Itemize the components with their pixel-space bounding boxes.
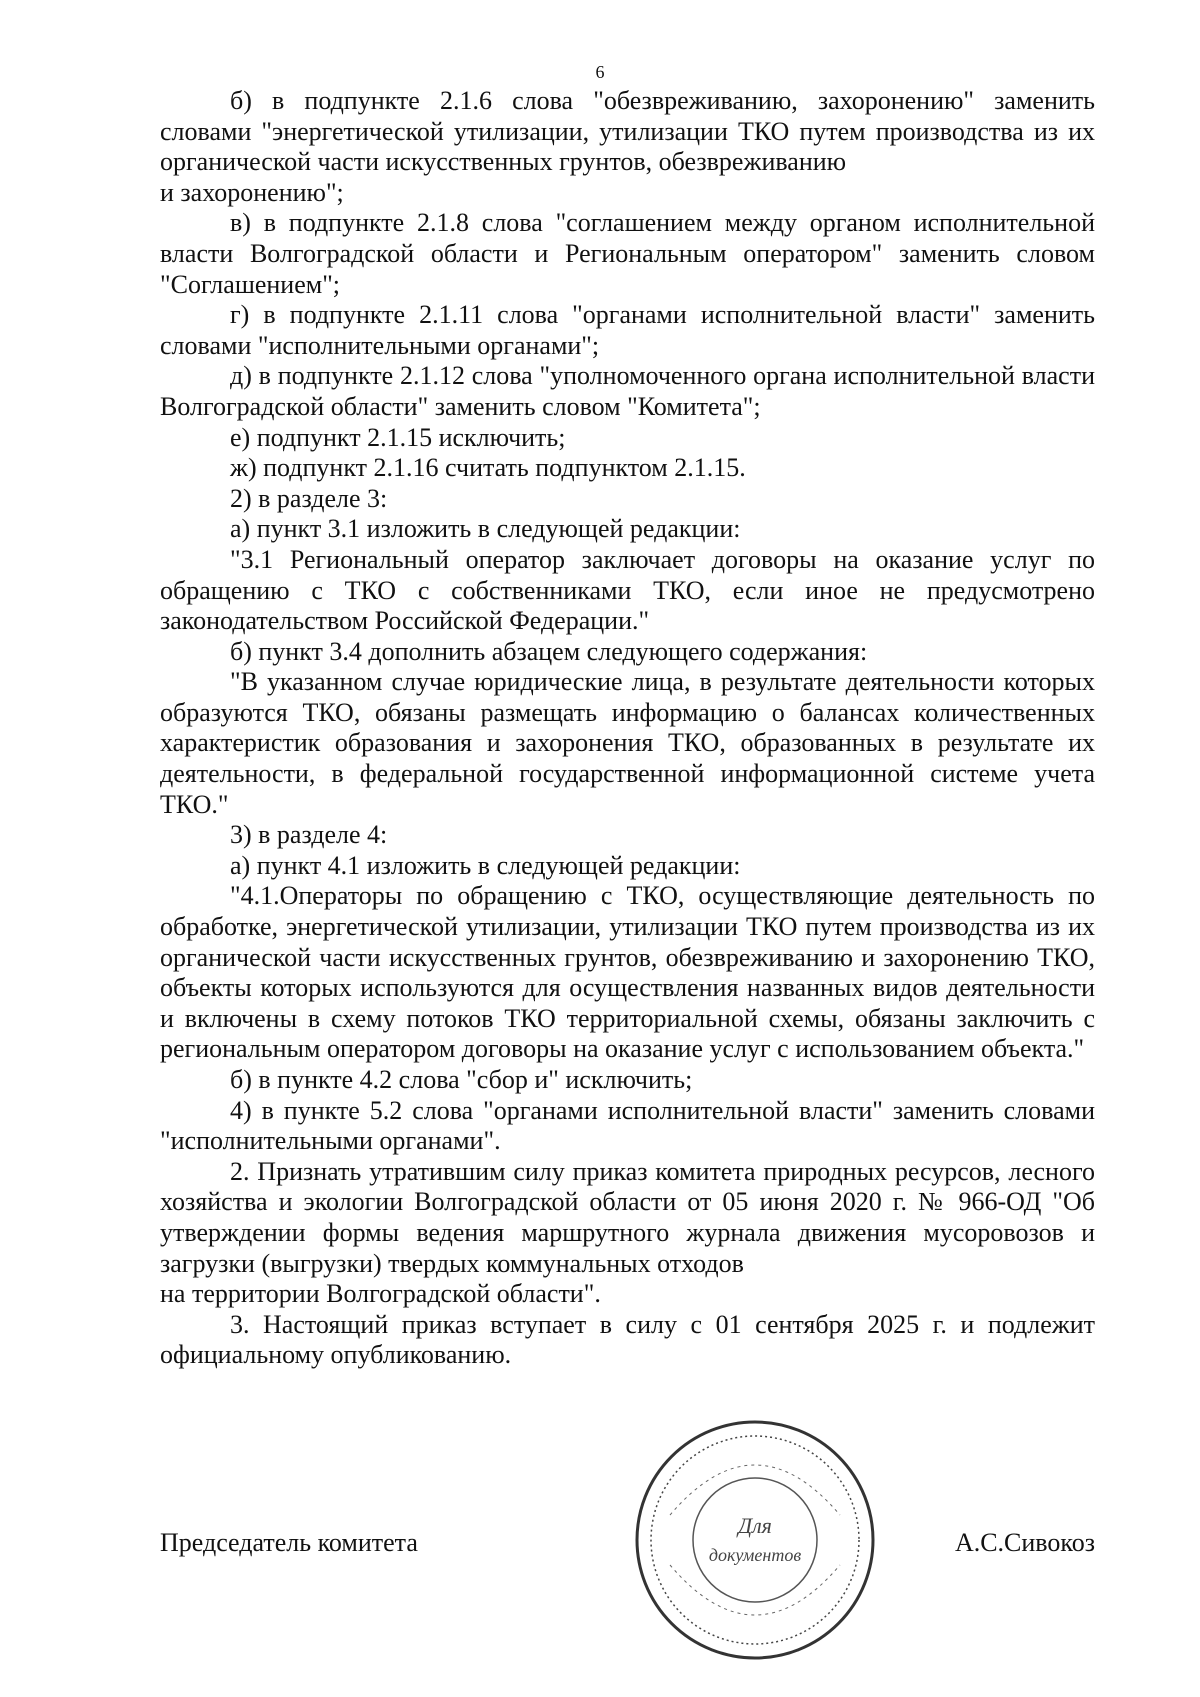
document-body bbox=[160, 86, 1095, 1371]
paragraph: 2) в разделе 3: bbox=[230, 483, 388, 513]
paragraph: "3.1 Региональный оператор заключает договоры на оказание услуг по обращению с ТКО с собственниками ТКО, если иное не предусмотрено законодательством Российской Федерации." bbox=[160, 544, 1095, 636]
paragraph: б) пункт 3.4 дополнить абзацем следующего содержания: bbox=[230, 636, 868, 666]
page-number: 6 bbox=[595, 62, 605, 82]
paragraph: "4.1.Операторы по обращению с ТКО, осуществляющие деятельность по обработке, энергетической утилизации, утилизации ТКО путем производства из их органической части искусственных грунтов, обезвреживанию и захоронению ТКО, объекты которых используются для осуществления названных видов деятельности и включены в схему потоков ТКО территориальной схемы, обязаны заключить с региональным оператором договоры на оказание услуг с использованием объекта." bbox=[160, 881, 1095, 1064]
paragraph: а) пункт 4.1 изложить в следующей редакции: bbox=[230, 850, 741, 880]
paragraph: 3. Настоящий приказ вступает в силу с 01 сентября 2025 г. и подлежит официальному опубликованию. bbox=[160, 1309, 1095, 1370]
paragraph: "В указанном случае юридические лица, в результате деятельности которых образуются ТКО, обязаны размещать информацию о балансах количественных характеристик образования и захоронения ТКО, образованных в результате их деятельности, в федеральной государственной информационной системе учета ТКО." bbox=[160, 667, 1095, 819]
paragraph: в) в подпункте 2.1.8 слова "соглашением между органом исполнительной власти Волгоградской области и Региональным оператором" заменить словом "Соглашением"; bbox=[160, 208, 1095, 299]
paragraph: а) пункт 3.1 изложить в следующей редакции: bbox=[230, 514, 741, 544]
paragraph: б) в подпункте 2.1.6 слова "обезвреживанию, захоронению" заменить словами "энергетической утилизации, утилизации ТКО путем производства из их органической части искусственных грунтов, обезвреживанию bbox=[160, 86, 1095, 177]
signature-block bbox=[160, 1528, 1095, 1564]
paragraph: ж) подпункт 2.1.16 считать подпунктом 2.1.15. bbox=[230, 453, 746, 483]
paragraph: б) в пункте 4.2 слова "сбор и" исключить; bbox=[230, 1065, 693, 1094]
paragraph: г) в подпункте 2.1.11 слова "органами исполнительной власти" заменить словами "исполнительными органами"; bbox=[160, 300, 1095, 360]
paragraph: 3) в разделе 4: bbox=[230, 820, 388, 850]
signature-name: А.С.Сивокоз bbox=[954, 1528, 1095, 1557]
paragraph: 2. Признать утратившим силу приказ комитета природных ресурсов, лесного хозяйства и экологии Волгоградской области от 05 июня 2020 г. № 966-ОД "Об утверждении формы ведения маршрутного журнала движения мусоровозов и загрузки (выгрузки) твердых коммунальных отходов bbox=[160, 1156, 1095, 1278]
paragraph: д) в подпункте 2.1.12 слова "уполномоченного органа исполнительной власти Волгоградской области" заменить словом "Комитета"; bbox=[160, 361, 1095, 421]
signature-position: Председатель комитета bbox=[160, 1528, 418, 1557]
paragraph: е) подпункт 2.1.15 исключить; bbox=[230, 422, 566, 452]
paragraph: и захоронению"; bbox=[160, 177, 344, 207]
seal-text: Для bbox=[738, 1513, 772, 1538]
paragraph: на территории Волгоградской области". bbox=[160, 1279, 601, 1309]
seal-text: документов bbox=[708, 1545, 802, 1565]
paragraph: 4) в пункте 5.2 слова "органами исполнительной власти" заменить словами "исполнительными органами". bbox=[160, 1095, 1095, 1156]
